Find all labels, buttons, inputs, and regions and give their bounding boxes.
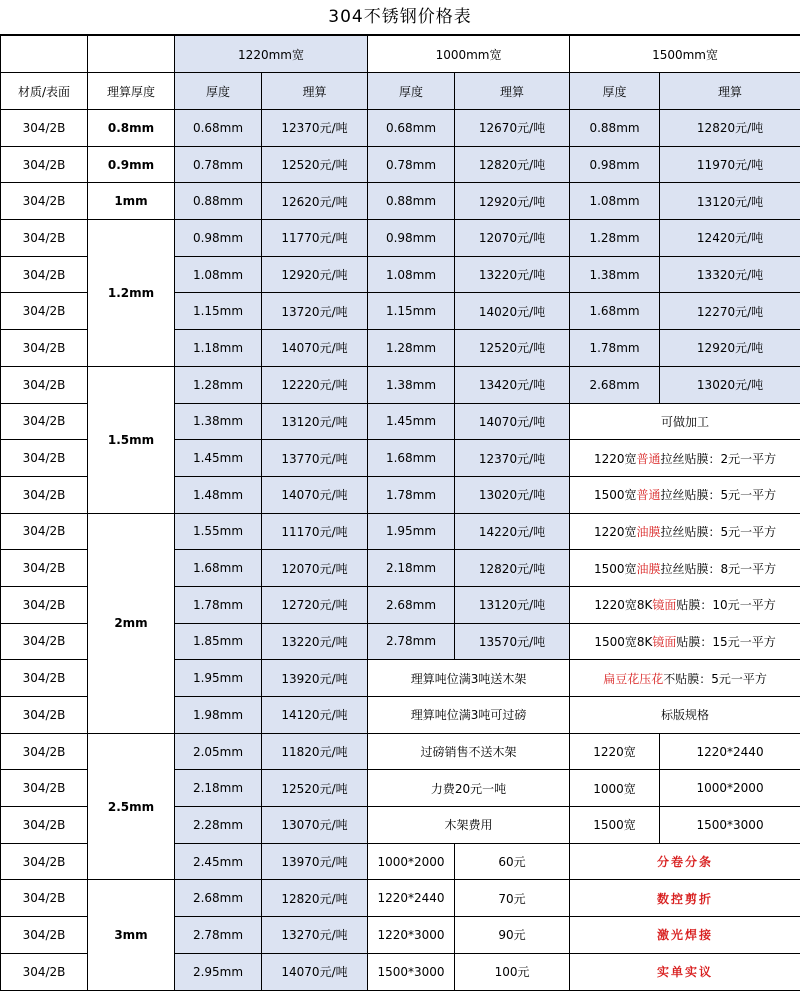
price-1220-cell: 12370元/吨 [262,110,368,147]
width-1220-header: 1220mm宽 [175,36,368,73]
thickness-header: 厚度 [570,73,660,110]
price-1220-cell: 12520元/吨 [262,770,368,807]
processing-item-post: 贴膜：10元一平方 [676,598,775,612]
thickness-1220-cell: 1.48mm [175,476,262,513]
frame-size-cell: 1500*3000 [368,953,455,990]
processing-item-pre: 1500宽 [594,488,637,502]
price-1000-cell: 13420元/吨 [455,366,570,403]
table-row [1,880,800,917]
frame-price-cell: 70元 [455,880,570,917]
price-1000-cell: 14220元/吨 [455,513,570,550]
price-1000-cell: 14070元/吨 [455,403,570,440]
processing-item-red: 扁豆花压花 [603,672,663,686]
processing-item-red: 油膜 [636,562,660,576]
thickness-1220-cell: 1.45mm [175,440,262,477]
thickness-1220-cell: 0.98mm [175,220,262,257]
price-1220-cell: 12220元/吨 [262,366,368,403]
frame-size-cell: 1000*2000 [368,843,455,880]
processing-item-post: 拉丝贴膜：5元一平方 [661,525,777,539]
thickness-1220-cell: 1.98mm [175,697,262,734]
nominal-thickness-cell: 2.5mm [88,733,175,880]
thickness-1000-cell: 0.68mm [368,110,455,147]
frame-price-cell: 60元 [455,843,570,880]
table-row [1,733,800,770]
thickness-1000-cell: 0.98mm [368,220,455,257]
price-1500-cell: 12820元/吨 [660,110,800,147]
processing-item-red: 普通 [636,488,660,502]
thickness-1220-cell: 1.15mm [175,293,262,330]
price-1220-cell: 11770元/吨 [262,220,368,257]
thickness-1500-cell: 1.68mm [570,293,660,330]
price-header: 理算 [660,73,800,110]
thickness-1000-cell: 1.15mm [368,293,455,330]
price-header: 理算 [262,73,368,110]
thickness-1500-cell: 2.68mm [570,366,660,403]
material-cell: 304/2B [1,917,88,954]
price-1220-cell: 11820元/吨 [262,733,368,770]
price-1000-cell: 12520元/吨 [455,330,570,367]
material-cell: 304/2B [1,476,88,513]
spec-size-cell: 1500*3000 [660,807,800,844]
price-1500-cell: 12420元/吨 [660,220,800,257]
processing-item-pre: 1220宽 [594,525,637,539]
material-cell: 304/2B [1,586,88,623]
thickness-1000-cell: 1.38mm [368,366,455,403]
spec-width-cell: 1220宽 [570,733,660,770]
material-cell: 304/2B [1,660,88,697]
price-1000-cell: 13120元/吨 [455,586,570,623]
thickness-1220-cell: 1.18mm [175,330,262,367]
price-1220-cell: 13920元/吨 [262,660,368,697]
processing-item [570,660,800,697]
processing-item [570,476,800,513]
processing-item-pre: 1500宽8K [594,635,652,649]
width-1000-header: 1000mm宽 [368,36,570,73]
thickness-1000-cell: 0.88mm [368,183,455,220]
thickness-1000-cell: 1.45mm [368,403,455,440]
material-cell: 304/2B [1,440,88,477]
price-1000-cell: 12370元/吨 [455,440,570,477]
price-1000-cell: 13570元/吨 [455,623,570,660]
spec-size-cell: 1000*2000 [660,770,800,807]
material-cell: 304/2B [1,183,88,220]
material-cell: 304/2B [1,550,88,587]
thickness-1220-cell: 2.68mm [175,880,262,917]
price-1220-cell: 12720元/吨 [262,586,368,623]
processing-item-pre: 1220宽 [594,452,637,466]
sheet-title: 304不锈钢价格表 [0,0,800,35]
price-1220-cell: 14070元/吨 [262,953,368,990]
processing-item-red: 镜面 [652,635,676,649]
thickness-1000-cell: 0.78mm [368,146,455,183]
service-cell: 激光焊接 [570,917,800,954]
price-1220-cell: 12620元/吨 [262,183,368,220]
thickness-header: 厚度 [368,73,455,110]
nominal-thickness-cell: 1mm [88,183,175,220]
material-cell: 304/2B [1,623,88,660]
processing-item-red: 镜面 [652,598,676,612]
nominal-thickness-cell: 0.8mm [88,110,175,147]
price-1220-cell: 13120元/吨 [262,403,368,440]
service-cell: 实单实议 [570,953,800,990]
processing-item-post: 贴膜：15元一平方 [676,635,775,649]
price-1220-cell: 13270元/吨 [262,917,368,954]
column-header-row [1,73,800,110]
thickness-1220-cell: 1.78mm [175,586,262,623]
table-row [1,220,800,257]
thickness-1220-cell: 1.68mm [175,550,262,587]
frame-size-cell: 1220*3000 [368,917,455,954]
price-1000-cell: 12920元/吨 [455,183,570,220]
processing-item [570,586,800,623]
price-table-body [1,36,800,991]
price-1220-cell: 11170元/吨 [262,513,368,550]
processing-item [570,623,800,660]
thickness-1000-cell: 1.28mm [368,330,455,367]
price-1220-cell: 14070元/吨 [262,330,368,367]
price-1220-cell: 12920元/吨 [262,256,368,293]
table-row [1,366,800,403]
material-cell: 304/2B [1,110,88,147]
thickness-1000-cell: 2.68mm [368,586,455,623]
thickness-1500-cell: 0.88mm [570,110,660,147]
processing-item-post: 拉丝贴膜：5元一平方 [661,488,777,502]
price-1000-cell: 12820元/吨 [455,146,570,183]
material-cell: 304/2B [1,513,88,550]
processing-title: 可做加工 [570,403,800,440]
thickness-1220-cell: 1.28mm [175,366,262,403]
price-1220-cell: 13770元/吨 [262,440,368,477]
corner-cell [88,36,175,73]
thickness-1000-cell: 2.18mm [368,550,455,587]
nominal-thickness-cell: 1.2mm [88,220,175,367]
nominal-header: 理算厚度 [88,73,175,110]
material-cell: 304/2B [1,953,88,990]
frame-size-cell: 1220*2440 [368,880,455,917]
note-cell: 理算吨位满3吨可过磅 [368,697,570,734]
nominal-thickness-cell: 3mm [88,880,175,990]
thickness-1500-cell: 0.98mm [570,146,660,183]
price-header: 理算 [455,73,570,110]
price-1000-cell: 12820元/吨 [455,550,570,587]
price-1500-cell: 13320元/吨 [660,256,800,293]
spec-width-cell: 1500宽 [570,807,660,844]
material-header: 材质/表面 [1,73,88,110]
thickness-header: 厚度 [175,73,262,110]
price-1220-cell: 14120元/吨 [262,697,368,734]
price-1000-cell: 14020元/吨 [455,293,570,330]
note-cell: 木架费用 [368,807,570,844]
thickness-1220-cell: 1.85mm [175,623,262,660]
thickness-1220-cell: 0.78mm [175,146,262,183]
spec-size-cell: 1220*2440 [660,733,800,770]
material-cell: 304/2B [1,807,88,844]
thickness-1220-cell: 2.78mm [175,917,262,954]
material-cell: 304/2B [1,733,88,770]
price-1500-cell: 12920元/吨 [660,330,800,367]
thickness-1220-cell: 1.08mm [175,256,262,293]
nominal-thickness-cell: 1.5mm [88,366,175,513]
processing-item-red: 油膜 [636,525,660,539]
table-row [1,513,800,550]
price-1220-cell: 13070元/吨 [262,807,368,844]
material-cell: 304/2B [1,697,88,734]
thickness-1000-cell: 1.95mm [368,513,455,550]
material-cell: 304/2B [1,220,88,257]
table-row [1,146,800,183]
spec-title: 标版规格 [570,697,800,734]
thickness-1220-cell: 1.55mm [175,513,262,550]
price-1220-cell: 12820元/吨 [262,880,368,917]
material-cell: 304/2B [1,403,88,440]
price-1500-cell: 12270元/吨 [660,293,800,330]
processing-item-pre: 1500宽 [594,562,637,576]
note-cell: 过磅销售不送木架 [368,733,570,770]
thickness-1500-cell: 1.28mm [570,220,660,257]
spec-width-cell: 1000宽 [570,770,660,807]
processing-item [570,513,800,550]
table-row [1,183,800,220]
thickness-1220-cell: 0.68mm [175,110,262,147]
corner-cell [1,36,88,73]
thickness-1220-cell: 2.28mm [175,807,262,844]
thickness-1220-cell: 0.88mm [175,183,262,220]
width-header-row [1,36,800,73]
price-1000-cell: 12070元/吨 [455,220,570,257]
thickness-1000-cell: 1.08mm [368,256,455,293]
thickness-1000-cell: 2.78mm [368,623,455,660]
material-cell: 304/2B [1,770,88,807]
processing-item-post: 拉丝贴膜：8元一平方 [661,562,777,576]
material-cell: 304/2B [1,293,88,330]
material-cell: 304/2B [1,146,88,183]
nominal-thickness-cell: 2mm [88,513,175,733]
price-1000-cell: 12670元/吨 [455,110,570,147]
price-1220-cell: 13970元/吨 [262,843,368,880]
material-cell: 304/2B [1,880,88,917]
width-1500-header: 1500mm宽 [570,36,800,73]
frame-price-cell: 100元 [455,953,570,990]
frame-price-cell: 90元 [455,917,570,954]
note-cell: 理算吨位满3吨送木架 [368,660,570,697]
nominal-thickness-cell: 0.9mm [88,146,175,183]
processing-item [570,550,800,587]
price-1220-cell: 12520元/吨 [262,146,368,183]
processing-item [570,440,800,477]
thickness-1500-cell: 1.08mm [570,183,660,220]
thickness-1220-cell: 1.95mm [175,660,262,697]
price-1500-cell: 11970元/吨 [660,146,800,183]
processing-item-pre: 1220宽8K [594,598,652,612]
service-cell: 分卷分条 [570,843,800,880]
thickness-1220-cell: 2.18mm [175,770,262,807]
thickness-1220-cell: 2.05mm [175,733,262,770]
material-cell: 304/2B [1,330,88,367]
price-table [0,35,800,991]
note-cell: 力费20元一吨 [368,770,570,807]
price-1000-cell: 13020元/吨 [455,476,570,513]
processing-item-post: 不贴膜：5元一平方 [663,672,767,686]
price-1220-cell: 14070元/吨 [262,476,368,513]
thickness-1000-cell: 1.68mm [368,440,455,477]
thickness-1500-cell: 1.38mm [570,256,660,293]
price-1220-cell: 13720元/吨 [262,293,368,330]
material-cell: 304/2B [1,256,88,293]
thickness-1500-cell: 1.78mm [570,330,660,367]
material-cell: 304/2B [1,366,88,403]
price-1000-cell: 13220元/吨 [455,256,570,293]
processing-item-post: 拉丝贴膜：2元一平方 [661,452,777,466]
thickness-1220-cell: 1.38mm [175,403,262,440]
processing-item-red: 普通 [636,452,660,466]
price-1220-cell: 12070元/吨 [262,550,368,587]
thickness-1220-cell: 2.95mm [175,953,262,990]
thickness-1220-cell: 2.45mm [175,843,262,880]
price-1220-cell: 13220元/吨 [262,623,368,660]
service-cell: 数控剪折 [570,880,800,917]
material-cell: 304/2B [1,843,88,880]
table-row [1,110,800,147]
price-1500-cell: 13020元/吨 [660,366,800,403]
thickness-1000-cell: 1.78mm [368,476,455,513]
price-1500-cell: 13120元/吨 [660,183,800,220]
